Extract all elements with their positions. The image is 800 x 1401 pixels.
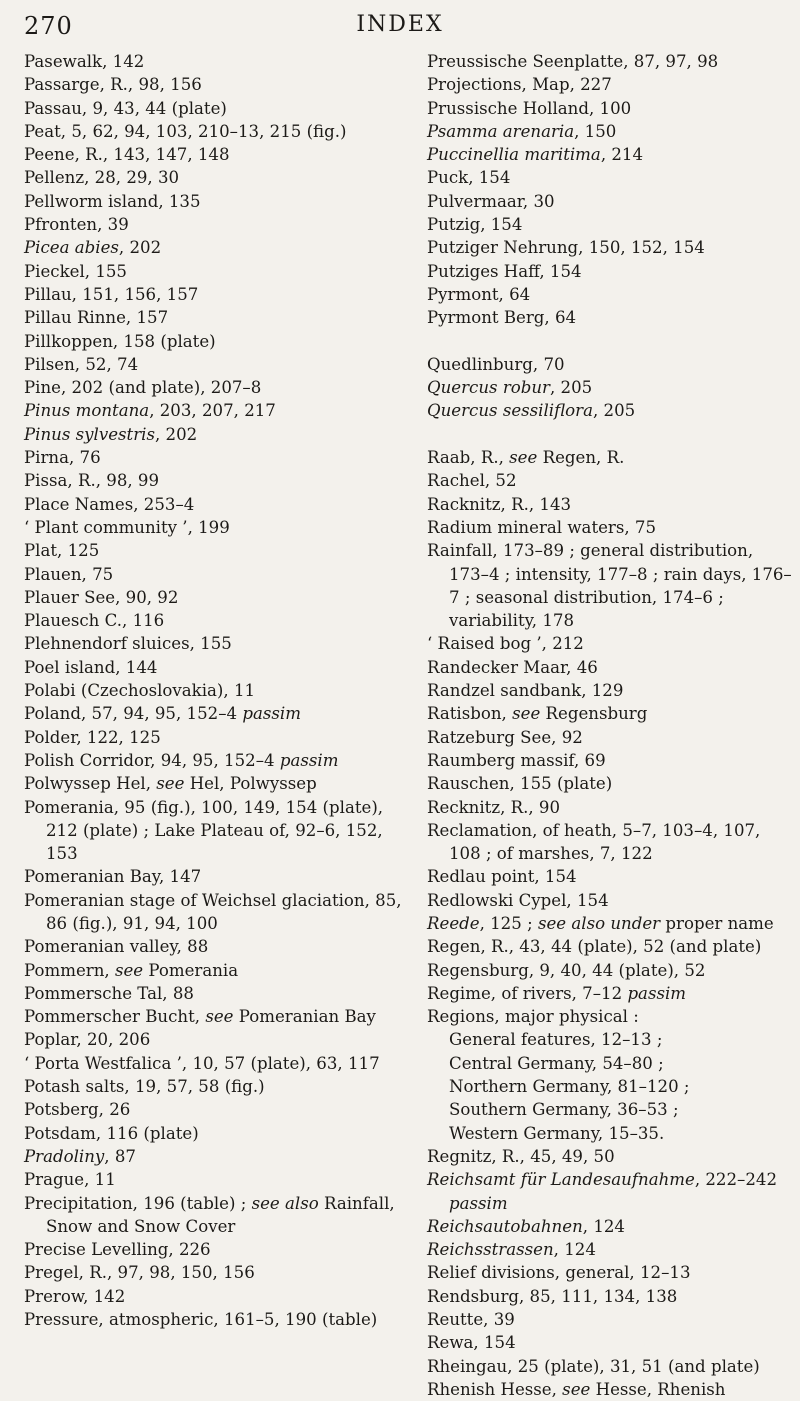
italic-text: see — [512, 704, 541, 724]
index-entry — [427, 493, 793, 516]
entry-text: Pulvermaar, 30 — [427, 191, 555, 211]
entry-text: Pomeranian valley, 88 — [24, 937, 209, 957]
entry-text: Pillau, 151, 156, 157 — [24, 284, 199, 304]
index-entry — [427, 1285, 793, 1308]
entry-text: Prerow, 142 — [24, 1286, 126, 1306]
entry-text: Polabi (Czechoslovakia), 11 — [24, 681, 256, 701]
index-entry — [24, 376, 410, 399]
index-entry — [24, 283, 410, 306]
index-entry — [24, 236, 410, 259]
index-entry — [427, 1261, 793, 1284]
index-entry — [24, 982, 410, 1005]
entry-text: Southern Germany, 36–53 ; — [449, 1100, 679, 1120]
index-entry — [427, 50, 793, 73]
index-entry — [427, 516, 793, 539]
italic-text: Puccinellia maritima — [427, 145, 601, 165]
entry-text: Regensburg, 9, 40, 44 (plate), 52 — [427, 960, 706, 980]
entry-text: Regnitz, R., 45, 49, 50 — [427, 1146, 615, 1166]
index-subentry — [427, 1122, 793, 1145]
index-entry — [427, 819, 793, 866]
index-entry — [427, 73, 793, 96]
entry-text: Polwyssep Hel, — [24, 774, 157, 794]
entry-text: Potash salts, 19, 57, 58 (fig.) — [24, 1077, 265, 1097]
italic-text: passim — [627, 983, 687, 1003]
index-entry — [427, 865, 793, 888]
index-entry — [427, 1168, 793, 1215]
index-entry — [24, 120, 410, 143]
index-entry — [427, 306, 793, 329]
index-entry — [24, 935, 410, 958]
entry-text: Place Names, 253–4 — [24, 494, 195, 514]
entry-text: Central Germany, 54–80 ; — [449, 1053, 664, 1073]
index-entry — [24, 889, 410, 936]
index-entry — [427, 213, 793, 236]
entry-text: Rainfall, 173–89 ; general distribution, 173–4 ; intensity, 177–8 ; rain days, 176–7 ; seasonal distribution, 174–6 ; variability, 178 — [427, 541, 792, 631]
index-entry — [24, 166, 410, 189]
index-entry — [24, 1028, 410, 1051]
entry-text: Pillau Rinne, 157 — [24, 308, 169, 328]
index-entry — [24, 656, 410, 679]
italic-text: passim — [449, 1193, 508, 1213]
entry-text: Plauesch C., 116 — [24, 611, 165, 631]
entry-text: , 214 — [600, 145, 644, 165]
index-subentry — [427, 1098, 793, 1121]
index-entry — [24, 190, 410, 213]
entry-text: , 202 — [154, 424, 198, 444]
entry-text: Hesse, Rhenish — [590, 1379, 726, 1399]
entry-text: Putziger Nehrung, 150, 152, 154 — [427, 238, 705, 258]
index-entry — [24, 1238, 410, 1261]
entry-text: Reutte, 39 — [427, 1310, 515, 1330]
index-entry — [24, 1192, 410, 1239]
italic-text: Reede — [427, 913, 480, 933]
entry-text: Puck, 154 — [427, 168, 511, 188]
entry-text: Plehnendorf sluices, 155 — [24, 634, 232, 654]
index-entry — [427, 796, 793, 819]
index-entry — [24, 772, 410, 795]
section-gap — [427, 330, 793, 353]
index-entry — [24, 469, 410, 492]
index-entry — [24, 1005, 410, 1028]
index-entry — [427, 446, 793, 469]
index-entry — [427, 1238, 793, 1261]
entry-text: Poland, 57, 94, 95, 152–4 — [24, 704, 243, 724]
index-entry — [427, 236, 793, 259]
index-entry — [24, 143, 410, 166]
italic-text: passim — [242, 704, 301, 724]
entry-text: Pirna, 76 — [24, 448, 101, 468]
italic-text: see — [114, 960, 144, 980]
entry-text: Pomeranian stage of Weichsel glaciation, 85, 86 (fig.), 91, 94, 100 — [24, 890, 402, 933]
entry-text: Relief divisions, general, 12–13 — [427, 1263, 691, 1283]
italic-text: Pinus sylvestris — [24, 424, 155, 444]
index-entry — [427, 399, 793, 422]
italic-text: Reichsstrassen — [427, 1240, 554, 1260]
entry-text: Regen, R. — [537, 448, 625, 468]
entry-text: Rauschen, 155 (plate) — [427, 774, 613, 794]
entry-text: , 203, 207, 217 — [149, 401, 276, 421]
index-entry — [24, 516, 410, 539]
index-entry — [427, 912, 793, 935]
entry-text: Pasewalk, 142 — [24, 52, 145, 71]
index-entry — [24, 1098, 410, 1121]
entry-text: Quedlinburg, 70 — [427, 354, 565, 374]
entry-text: , 124 — [582, 1216, 625, 1236]
entry-text: , 222–242 — [694, 1170, 778, 1190]
entry-text: Putziges Haff, 154 — [427, 261, 582, 281]
entry-text: Hel, Polwyssep — [184, 774, 317, 794]
index-entry — [427, 260, 793, 283]
index-entry — [427, 656, 793, 679]
italic-text: see also — [251, 1193, 319, 1213]
entry-text: Passau, 9, 43, 44 (plate) — [24, 98, 227, 118]
index-entry — [427, 539, 793, 632]
index-entry — [427, 959, 793, 982]
index-entry — [427, 190, 793, 213]
index-entry — [427, 1145, 793, 1168]
index-entry — [24, 446, 410, 469]
entry-text: Pyrmont, 64 — [427, 284, 531, 304]
entry-text: Pieckel, 155 — [24, 261, 127, 281]
entry-text: Pillkoppen, 158 (plate) — [24, 331, 216, 351]
index-entry — [427, 935, 793, 958]
italic-text: Reichsautobahnen — [427, 1216, 583, 1236]
italic-text: see also under — [537, 913, 661, 933]
index-entry — [427, 749, 793, 772]
entry-text: Peene, R., 143, 147, 148 — [24, 145, 230, 165]
entry-text: Prussische Holland, 100 — [427, 98, 632, 118]
entry-text: , 150 — [574, 121, 617, 141]
index-entry — [427, 166, 793, 189]
index-entry — [24, 539, 410, 562]
index-entry — [24, 1261, 410, 1284]
entry-text: ‘ Raised bog ’, 212 — [427, 634, 584, 654]
index-entry — [24, 50, 410, 73]
index-entry — [24, 73, 410, 96]
entry-text: Regensburg — [540, 704, 648, 724]
index-entry — [24, 1168, 410, 1191]
entry-text: Redlau point, 154 — [427, 867, 577, 887]
entry-text: Regen, R., 43, 44 (plate), 52 (and plate) — [427, 937, 762, 957]
index-entry — [24, 1285, 410, 1308]
entry-text: Pommerscher Bucht, — [24, 1007, 206, 1027]
entry-text: Ratisbon, — [427, 704, 513, 724]
italic-text: Quercus robur — [427, 378, 550, 398]
left-index-column — [24, 50, 410, 1331]
entry-text: Peat, 5, 62, 94, 103, 210–13, 215 (fig.) — [24, 121, 347, 141]
entry-text: Rendsburg, 85, 111, 134, 138 — [427, 1286, 678, 1306]
entry-text: Redlowski Cypel, 154 — [427, 890, 609, 910]
index-entry — [24, 679, 410, 702]
page-number: 270 — [24, 12, 73, 40]
entry-text: Pyrmont Berg, 64 — [427, 308, 577, 328]
index-entry — [427, 1005, 793, 1028]
italic-text: Pinus montana — [24, 401, 150, 421]
entry-text: Pregel, R., 97, 98, 150, 156 — [24, 1263, 255, 1283]
italic-text: Pradoliny — [24, 1146, 105, 1166]
entry-text: Pfronten, 39 — [24, 215, 129, 235]
entry-text: Pilsen, 52, 74 — [24, 354, 139, 374]
index-entry — [427, 283, 793, 306]
entry-text: Pommersche Tal, 88 — [24, 983, 194, 1003]
index-entry — [427, 1308, 793, 1331]
italic-text: see — [205, 1007, 234, 1027]
index-entry — [24, 330, 410, 353]
entry-text: Poel island, 144 — [24, 657, 158, 677]
entry-text: Precise Levelling, 226 — [24, 1240, 211, 1260]
entry-text: , 125 ; — [479, 913, 538, 933]
entry-text: Pressure, atmospheric, 161–5, 190 (table) — [24, 1310, 378, 1330]
entry-text: Regime, of rivers, 7–12 — [427, 983, 628, 1003]
index-entry — [427, 889, 793, 912]
entry-text: Rewa, 154 — [427, 1333, 516, 1353]
index-entry — [24, 493, 410, 516]
index-entry — [24, 1052, 410, 1075]
index-entry — [427, 353, 793, 376]
running-head — [0, 12, 800, 48]
entry-text: Pomerania — [143, 960, 239, 980]
entry-text: Reclamation, of heath, 5–7, 103–4, 107, 108 ; of marshes, 7, 122 — [427, 820, 761, 864]
index-entry — [24, 586, 410, 609]
index-entry — [427, 1331, 793, 1354]
entry-text: , 87 — [104, 1146, 136, 1166]
running-title: INDEX — [356, 12, 444, 37]
entry-text: Northern Germany, 81–120 ; — [449, 1077, 690, 1097]
index-entry — [427, 376, 793, 399]
index-entry — [24, 1075, 410, 1098]
entry-text: Regions, major physical : — [427, 1007, 639, 1027]
index-entry — [24, 353, 410, 376]
index-entry — [427, 679, 793, 702]
entry-text: proper name — [660, 913, 774, 933]
entry-text: Prague, 11 — [24, 1170, 116, 1190]
entry-text: , 205 — [593, 401, 636, 421]
entry-text: Rachel, 52 — [427, 471, 517, 491]
index-entry — [427, 469, 793, 492]
entry-text: Western Germany, 15–35. — [449, 1123, 665, 1143]
index-entry — [24, 213, 410, 236]
entry-text: Precipitation, 196 (table) ; — [24, 1193, 252, 1213]
index-entry — [427, 632, 793, 655]
index-entry — [427, 143, 793, 166]
index-entry — [427, 982, 793, 1005]
index-entry — [24, 749, 410, 772]
entry-text: Pine, 202 (and plate), 207–8 — [24, 378, 262, 398]
entry-text: Randzel sandbank, 129 — [427, 681, 624, 701]
entry-text: Raab, R., — [427, 448, 510, 468]
index-entry — [24, 306, 410, 329]
italic-text: see — [156, 774, 185, 794]
right-index-column — [427, 50, 793, 1401]
index-entry — [427, 726, 793, 749]
index-subentry — [427, 1028, 793, 1051]
index-entry — [24, 632, 410, 655]
entry-text: Pomerania, 95 (fig.), 100, 149, 154 (plate), 212 (plate) ; Lake Plateau of, 92–6, 152, 153 — [24, 797, 384, 864]
index-entry — [24, 423, 410, 446]
entry-text: , 124 — [553, 1240, 596, 1260]
italic-text: Psamma arenaria — [427, 121, 575, 141]
entry-text: Pissa, R., 98, 99 — [24, 471, 160, 491]
index-entry — [427, 702, 793, 725]
entry-text: Raumberg massif, 69 — [427, 750, 606, 770]
entry-text: Potsdam, 116 (plate) — [24, 1123, 199, 1143]
entry-text: , 202 — [118, 238, 162, 258]
entry-text: Randecker Maar, 46 — [427, 657, 598, 677]
italic-text: see — [509, 448, 538, 468]
entry-text: Putzig, 154 — [427, 215, 523, 235]
entry-text: Plauer See, 90, 92 — [24, 587, 179, 607]
italic-text: Quercus sessiliflora — [427, 401, 593, 421]
index-entry — [24, 726, 410, 749]
index-entry — [24, 702, 410, 725]
entry-text: Rhenish Hesse, — [427, 1379, 563, 1399]
entry-text: Polish Corridor, 94, 95, 152–4 — [24, 750, 280, 770]
entry-text: Projections, Map, 227 — [427, 75, 612, 95]
entry-text: Pellworm island, 135 — [24, 191, 201, 211]
italic-text: Reichsamt für Landesaufnahme — [427, 1170, 695, 1190]
entry-text: Pomeranian Bay, 147 — [24, 867, 202, 887]
entry-text: , 205 — [549, 378, 593, 398]
index-entry — [24, 1308, 410, 1331]
italic-text: Picea abies — [24, 238, 119, 258]
italic-text: passim — [279, 750, 339, 770]
entry-text: Radium mineral waters, 75 — [427, 517, 657, 537]
index-entry — [24, 260, 410, 283]
index-entry — [427, 1355, 793, 1378]
entry-text: Pommern, — [24, 960, 115, 980]
index-entry — [24, 959, 410, 982]
italic-text: see — [562, 1379, 591, 1399]
entry-text: Potsberg, 26 — [24, 1100, 131, 1120]
index-entry — [427, 772, 793, 795]
entry-text: Poplar, 20, 206 — [24, 1030, 151, 1050]
index-entry — [24, 1122, 410, 1145]
entry-text: Rainfall, Snow and Snow Cover — [46, 1193, 395, 1236]
entry-text: Rheingau, 25 (plate), 31, 51 (and plate) — [427, 1356, 760, 1376]
entry-text: General features, 12–13 ; — [449, 1030, 663, 1050]
index-entry — [24, 399, 410, 422]
index-entry — [24, 796, 410, 866]
index-entry — [24, 609, 410, 632]
index-entry — [427, 97, 793, 120]
index-entry — [24, 1145, 410, 1168]
entry-text: ‘ Porta Westfalica ’, 10, 57 (plate), 63, 117 — [24, 1053, 380, 1073]
section-gap — [427, 423, 793, 446]
index-subentry — [427, 1075, 793, 1098]
entry-text: Pomeranian Bay — [233, 1007, 376, 1027]
entry-text: Plauen, 75 — [24, 564, 114, 584]
entry-text: ‘ Plant community ’, 199 — [24, 517, 230, 537]
index-entry — [24, 865, 410, 888]
index-entry — [427, 1215, 793, 1238]
entry-text: Plat, 125 — [24, 541, 100, 561]
entry-text: Recknitz, R., 90 — [427, 797, 561, 817]
entry-text: Polder, 122, 125 — [24, 727, 161, 747]
entry-text: Racknitz, R., 143 — [427, 494, 572, 514]
index-entry — [24, 563, 410, 586]
entry-text: Passarge, R., 98, 156 — [24, 75, 202, 95]
index-entry — [427, 120, 793, 143]
index-entry — [24, 97, 410, 120]
entry-text: Pellenz, 28, 29, 30 — [24, 168, 180, 188]
entry-text: Preussische Seenplatte, 87, 97, 98 — [427, 52, 719, 71]
index-entry — [427, 1378, 793, 1401]
index-subentry — [427, 1052, 793, 1075]
entry-text: Ratzeburg See, 92 — [427, 727, 583, 747]
